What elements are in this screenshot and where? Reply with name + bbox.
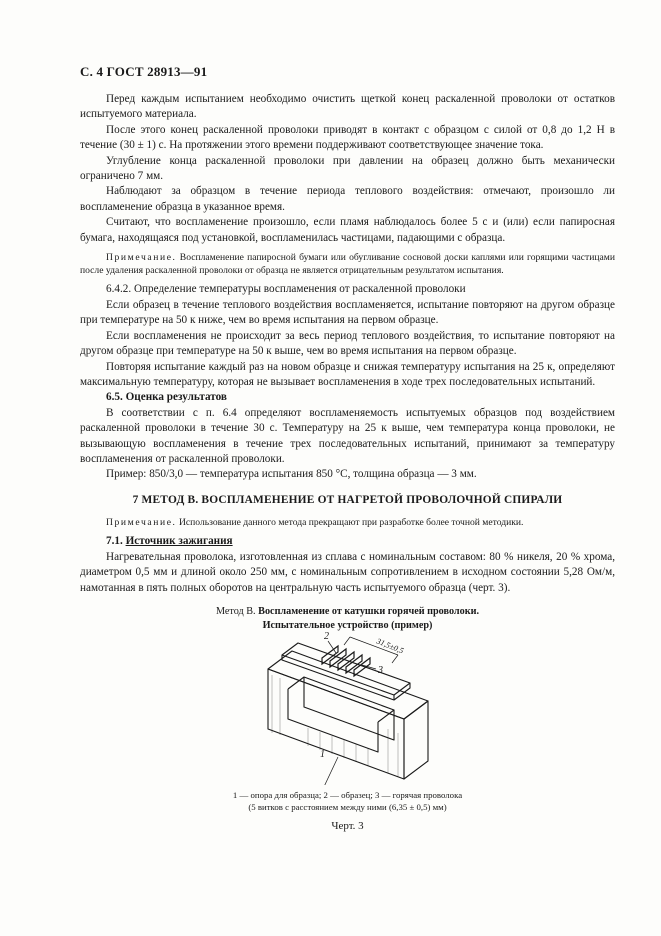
figure-title-line2: Испытательное устройство (пример)	[262, 619, 433, 631]
page-header: С. 4 ГОСТ 28913—91	[80, 64, 208, 79]
paragraph: Углубление конца раскаленной проволоки при давлении на образец должно быть механически ограничено 7 мм.	[80, 154, 615, 183]
section-title: 7 МЕТОД В. ВОСПЛАМЕНЕНИЕ ОТ НАГРЕТОЙ ПРОВОЛОЧНОЙ СПИРАЛИ	[132, 493, 563, 506]
document-body	[80, 92, 615, 632]
paragraph: В соответствии с п. 6.4 определяют воспламеняемость испытуемых образцов под воздействием раскаленной проволоки в течение 30 с. Температуру на 25 к выше, чем температура конца проволоки, не вызывающую воспламенения в течение трех последовательных испытаний, принимают за температуру воспламенения от раскаленной проволоки.	[80, 406, 615, 465]
paragraph: Если воспламенения не происходит за весь период теплового воздействия, то испытание повторяют на другом образце при температуре на 50 к выше, чем во время испытания на первом образце.	[80, 329, 615, 358]
note	[80, 251, 615, 277]
subsection-title: Источник зажигания	[125, 535, 233, 548]
subsection-number: 7.1.	[106, 535, 123, 548]
figure-title-prefix: Метод В.	[215, 605, 256, 617]
callout-2: 2	[324, 631, 329, 642]
legend-line: 1 — опора для образца; 2 — образец; 3 — горячая проволока	[232, 790, 463, 800]
support-slot	[288, 689, 378, 752]
subsection-title: Оценка результатов	[125, 391, 227, 404]
subsection-number: 6.5.	[106, 391, 123, 404]
paragraph: Перед каждым испытанием необходимо очистить щеткой конец раскаленной проволоки от остатков испытуемого материала.	[80, 93, 615, 121]
note-label: Примечание.	[106, 252, 177, 264]
support-front-face	[268, 669, 404, 779]
note-text: Использование данного метода прекращают при разработке более точной методики.	[176, 517, 524, 529]
note-label: Примечание.	[106, 517, 177, 529]
paragraph: Если образец в течение теплового воздействия воспламеняется, испытание повторяют на другом образце при температуре на 50 к ниже, чем во время испытания на первом образце.	[80, 298, 615, 327]
paragraph: Повторяя испытание каждый раз на новом образце и снижая температуру испытания на 25 к, определяют максимальную температуру, которая не вызывает воспламенения в ходе трех последовательных испытаний.	[80, 360, 615, 388]
support-side-face	[404, 701, 428, 779]
legend-line: (5 витков с расстоянием между ними (6,35 ± 0,5) мм)	[248, 802, 447, 813]
test-apparatus-drawing	[258, 625, 438, 785]
paragraph: Считают, что воспламенение произошло, если пламя наблюдалось более 5 с и (или) если папиросная бумага, находящаяся под установкой, воспламенилась частицами, падающими с образца.	[80, 216, 615, 244]
paragraph: Нагревательная проволока, изготовленная из сплава с номинальным составом: 80 % никеля, 20 % хрома, диаметром 0,5 мм и длиной около 250 мм, с номинальным сопротивлением в исходном состоянии 5,28 Ом/м, намотанная в пять полных оборотов на центральную часть испытуемого образца (черт. 3).	[80, 550, 615, 594]
front-face-hatching	[272, 675, 398, 777]
figure-label: Черт. 3	[331, 820, 364, 832]
paragraph: Наблюдают за образцом в течение периода теплового воздействия: отмечают, произошло ли воспламенение образца в указанное время.	[80, 185, 615, 213]
callout-leader-1	[322, 757, 338, 785]
note	[80, 516, 615, 529]
subsection-heading	[80, 534, 615, 549]
dimension-label: 31,5±0,5	[375, 636, 405, 656]
note-text: Воспламенение папиросной бумаги или обугливание сосновой доски каплями или горящими частицами после удаления раскаленной проволоки от образца не является отрицательным результатом испытания.	[80, 252, 615, 277]
subsection-heading	[80, 390, 615, 405]
figure-title-bold: Воспламенение от катушки горячей проволоки.	[258, 605, 480, 617]
support-slot-inner	[304, 677, 394, 740]
paragraph: После этого конец раскаленной проволоки приводят в контакт с образцом с силой от 0,8 до 1,2 Н в течение (30 ± 1) с. На протяжении этого времени поддерживают соответствующее значение тока.	[80, 123, 615, 152]
subsection-heading: 6.4.2. Определение температуры воспламенения от раскаленной проволоки	[106, 283, 466, 296]
callout-3: 3	[378, 665, 383, 676]
figure-legend	[80, 789, 615, 814]
callout-1: 1	[320, 749, 325, 760]
paragraph: Пример: 850/3,0 — температура испытания 850 °С, толщина образца — 3 мм.	[106, 468, 477, 481]
